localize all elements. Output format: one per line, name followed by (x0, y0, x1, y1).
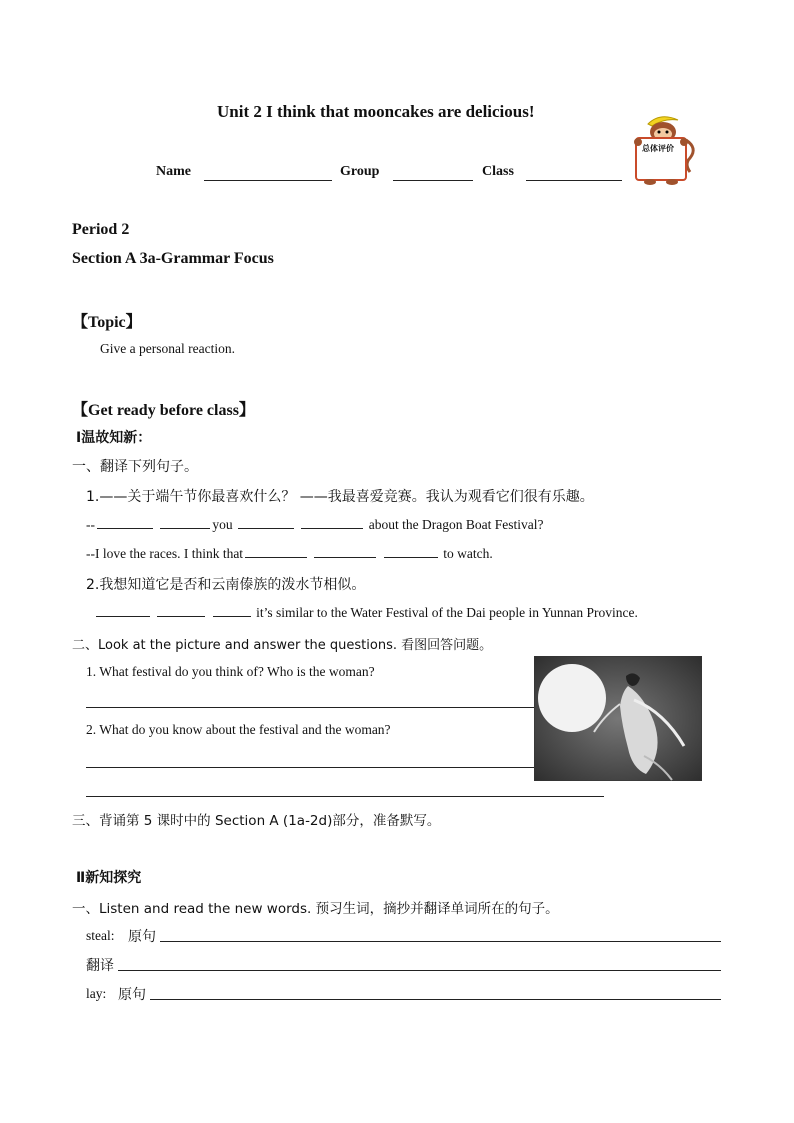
evaluation-badge (630, 110, 700, 188)
line-text: --I love the races. I think that (86, 546, 244, 561)
q2-1-answer-line[interactable] (86, 707, 604, 708)
steal-sentence-line[interactable] (160, 941, 721, 942)
q1-1-answer-line1 (86, 517, 543, 533)
new-q1-heading: 一、Listen and read the new words. 预习生词，摘抄并翻译单词所在的句子。 (72, 901, 559, 917)
blank[interactable] (97, 527, 153, 529)
blank[interactable] (160, 527, 210, 529)
blank[interactable] (301, 527, 363, 529)
period-heading: Period 2 (72, 221, 130, 238)
q2-2-prompt: 2. What do you know about the festival and the woman? (86, 722, 391, 737)
steal-yuanju-label: 原句 (128, 929, 156, 945)
part1-heading: Ⅰ温故知新： (76, 430, 152, 446)
get-ready-heading: 【Get ready before class】 (72, 402, 255, 419)
badge-label: 总体评价 (642, 144, 674, 153)
blank[interactable] (245, 556, 307, 558)
q3-text: 三、背诵第 5 课时中的 Section A (1a-2d)部分，准备默写。 (72, 813, 441, 829)
group-label: Group (340, 164, 380, 179)
line-text: to watch. (443, 546, 493, 561)
topic-text: Give a personal reaction. (100, 341, 235, 356)
section-heading: Section A 3a-Grammar Focus (72, 250, 274, 267)
blank[interactable] (157, 615, 205, 617)
topic-heading: 【Topic】 (72, 314, 142, 331)
blank[interactable] (314, 556, 376, 558)
q1-2-prompt: 2.我想知道它是否和云南傣族的泼水节相似。 (86, 577, 366, 593)
blank[interactable] (384, 556, 438, 558)
name-field[interactable] (204, 180, 332, 181)
class-label: Class (482, 164, 514, 179)
q1-2-answer-line (94, 605, 638, 621)
q2-1-prompt: 1. What festival do you think of? Who is the woman? (86, 664, 375, 679)
lay-label: lay: (86, 986, 107, 1001)
q2-2-answer-line-2[interactable] (86, 796, 604, 797)
festival-picture (534, 656, 702, 781)
you-text: you (212, 517, 233, 532)
q1-1-answer-line2 (86, 546, 493, 562)
translation-line[interactable] (118, 970, 721, 971)
q2-2-answer-line[interactable] (86, 767, 604, 768)
class-field[interactable] (526, 180, 622, 181)
lay-sentence-line[interactable] (150, 999, 721, 1000)
line-text: about the Dragon Boat Festival? (368, 517, 544, 532)
page-title: Unit 2 I think that mooncakes are delicious! (217, 102, 535, 121)
blank[interactable] (96, 615, 150, 617)
name-label: Name (156, 164, 191, 179)
group-field[interactable] (393, 180, 473, 181)
q2-heading: 二、Look at the picture and answer the questions. 看图回答问题。 (72, 638, 493, 653)
blank[interactable] (213, 615, 251, 617)
fanyi-label: 翻译 (86, 958, 114, 974)
q1-heading: 一、翻译下列句子。 (72, 459, 198, 475)
q1-1-prompt: 1.——关于端午节你最喜欢什么？ ——我最喜爱竞赛。我认为观看它们很有乐趣。 (86, 489, 594, 505)
dash-text: -- (86, 517, 95, 532)
lay-yuanju-label: 原句 (118, 987, 146, 1003)
line-text: it’s similar to the Water Festival of the Dai people in Yunnan Province. (256, 605, 638, 620)
part2-heading: Ⅱ新知探究 (76, 870, 142, 886)
blank[interactable] (238, 527, 294, 529)
steal-label: steal: (86, 928, 115, 943)
